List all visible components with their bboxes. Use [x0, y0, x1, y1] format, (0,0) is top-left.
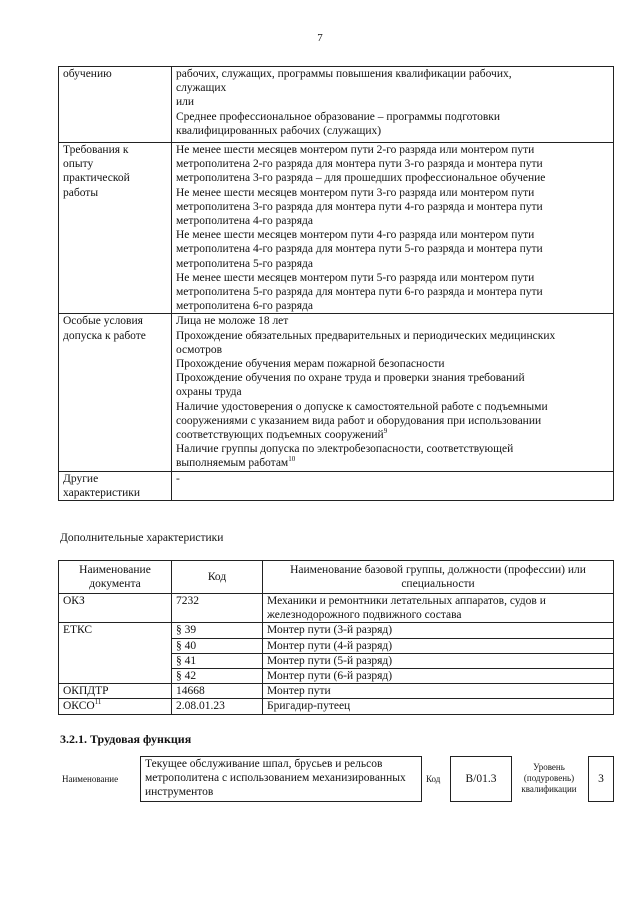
table-row: ЕТКС § 39 Монтер пути (3-й разряд) — [59, 623, 614, 638]
label-cell: Другие характеристики — [59, 471, 172, 500]
level-box: 3 — [588, 756, 614, 802]
header-cell: Код — [172, 561, 263, 594]
table-row: ОКЗ 7232 Механики и ремонтники летательных аппаратов, судов и железнодорожного подвижного состава — [59, 594, 614, 623]
requirements-table — [58, 66, 614, 501]
value-cell: Не менее шести месяцев монтером пути 2-го разряда или монтером пути метрополитена 2-го разряда для монтера пути 3-го разряда и монтера пути метрополитена 3-го разряда – для прошедших профессиональное обучение Не менее шести месяцев монтером пути 3-го разряда или монтером пути метрополитена 3-го разряда для монтера пути 4-го разряда и монтера пути метрополитена 4-го разряда Не менее шести месяцев монтером пути 4-го разряда или монтером пути метрополитена 4-го разряда для монтера пути 5-го разряда и монтера пути метрополитена 5-го разряда Не менее шести месяцев монтером пути 5-го разряда или монтером пути метрополитена 5-го разряда для монтера пути 6-го разряда и монтера пути метрополитена 6-го разряда — [172, 143, 614, 314]
table-row: § 42 Монтер пути (6-й разряд) — [59, 669, 614, 684]
page-number: 7 — [317, 32, 323, 44]
label-cell: обучению — [59, 67, 172, 143]
code-box: B/01.3 — [450, 756, 512, 802]
label-cell: Требования к опыту практической работы — [59, 143, 172, 314]
additional-title: Дополнительные характеристики — [60, 532, 224, 544]
header-cell: Наименование базовой группы, должности (профессии) или специальности — [263, 561, 614, 594]
footnote-mark: 9 — [383, 427, 388, 436]
function-name-box: Текущее обслуживание шпал, брусьев и рельсов метрополитена с использованием механизированных инструментов — [140, 756, 422, 802]
value-cell: Лица не моложе 18 лет Прохождение обязательных предварительных и периодических медицинских осмотров Прохождение обучения мерам пожарной безопасности Прохождение обучения по охране труда и проверки знания требований охраны труда Наличие удостоверения о допуске к самостоятельной работе с подъемными сооружениями с указанием вида работ и оборудования при использовании соответствующих подъемных сооружений$^9$ Наличие группы допуска по электробезопасности, соответствующей выполняемым работам$^{10}$ — [172, 314, 614, 471]
table-row — [59, 67, 614, 143]
table-row: § 41 Монтер пути (5-й разряд) — [59, 653, 614, 668]
table-row — [59, 143, 614, 314]
code-label: Код — [426, 774, 441, 784]
label-cell: Особые условия допуска к работе — [59, 314, 172, 471]
table-row: ОКПДТР 14668 Монтер пути — [59, 684, 614, 699]
name-label: Наименование — [62, 774, 119, 784]
header-cell: Наименование документа — [59, 561, 172, 594]
table-row — [59, 471, 614, 500]
value-cell: - — [172, 471, 614, 500]
table-row: § 40 Монтер пути (4-й разряд) — [59, 638, 614, 653]
value-cell: рабочих, служащих, программы повышения квалификации рабочих, служащих или Среднее профессиональное образование – программы подготовки квалифицированных рабочих (служащих) — [172, 67, 614, 143]
level-label: Уровень (подуровень) квалификации — [521, 762, 577, 794]
table-row — [59, 314, 614, 471]
footnote-mark: 10 — [288, 455, 296, 464]
footnote-mark: 11 — [94, 698, 102, 707]
additional-table — [58, 560, 614, 715]
table-row: ОКСО$^{11}$ 2.08.01.23 Бригадир-путеец — [59, 699, 614, 714]
section-heading: 3.2.1. Трудовая функция — [60, 732, 192, 746]
table-header-row — [59, 561, 614, 594]
